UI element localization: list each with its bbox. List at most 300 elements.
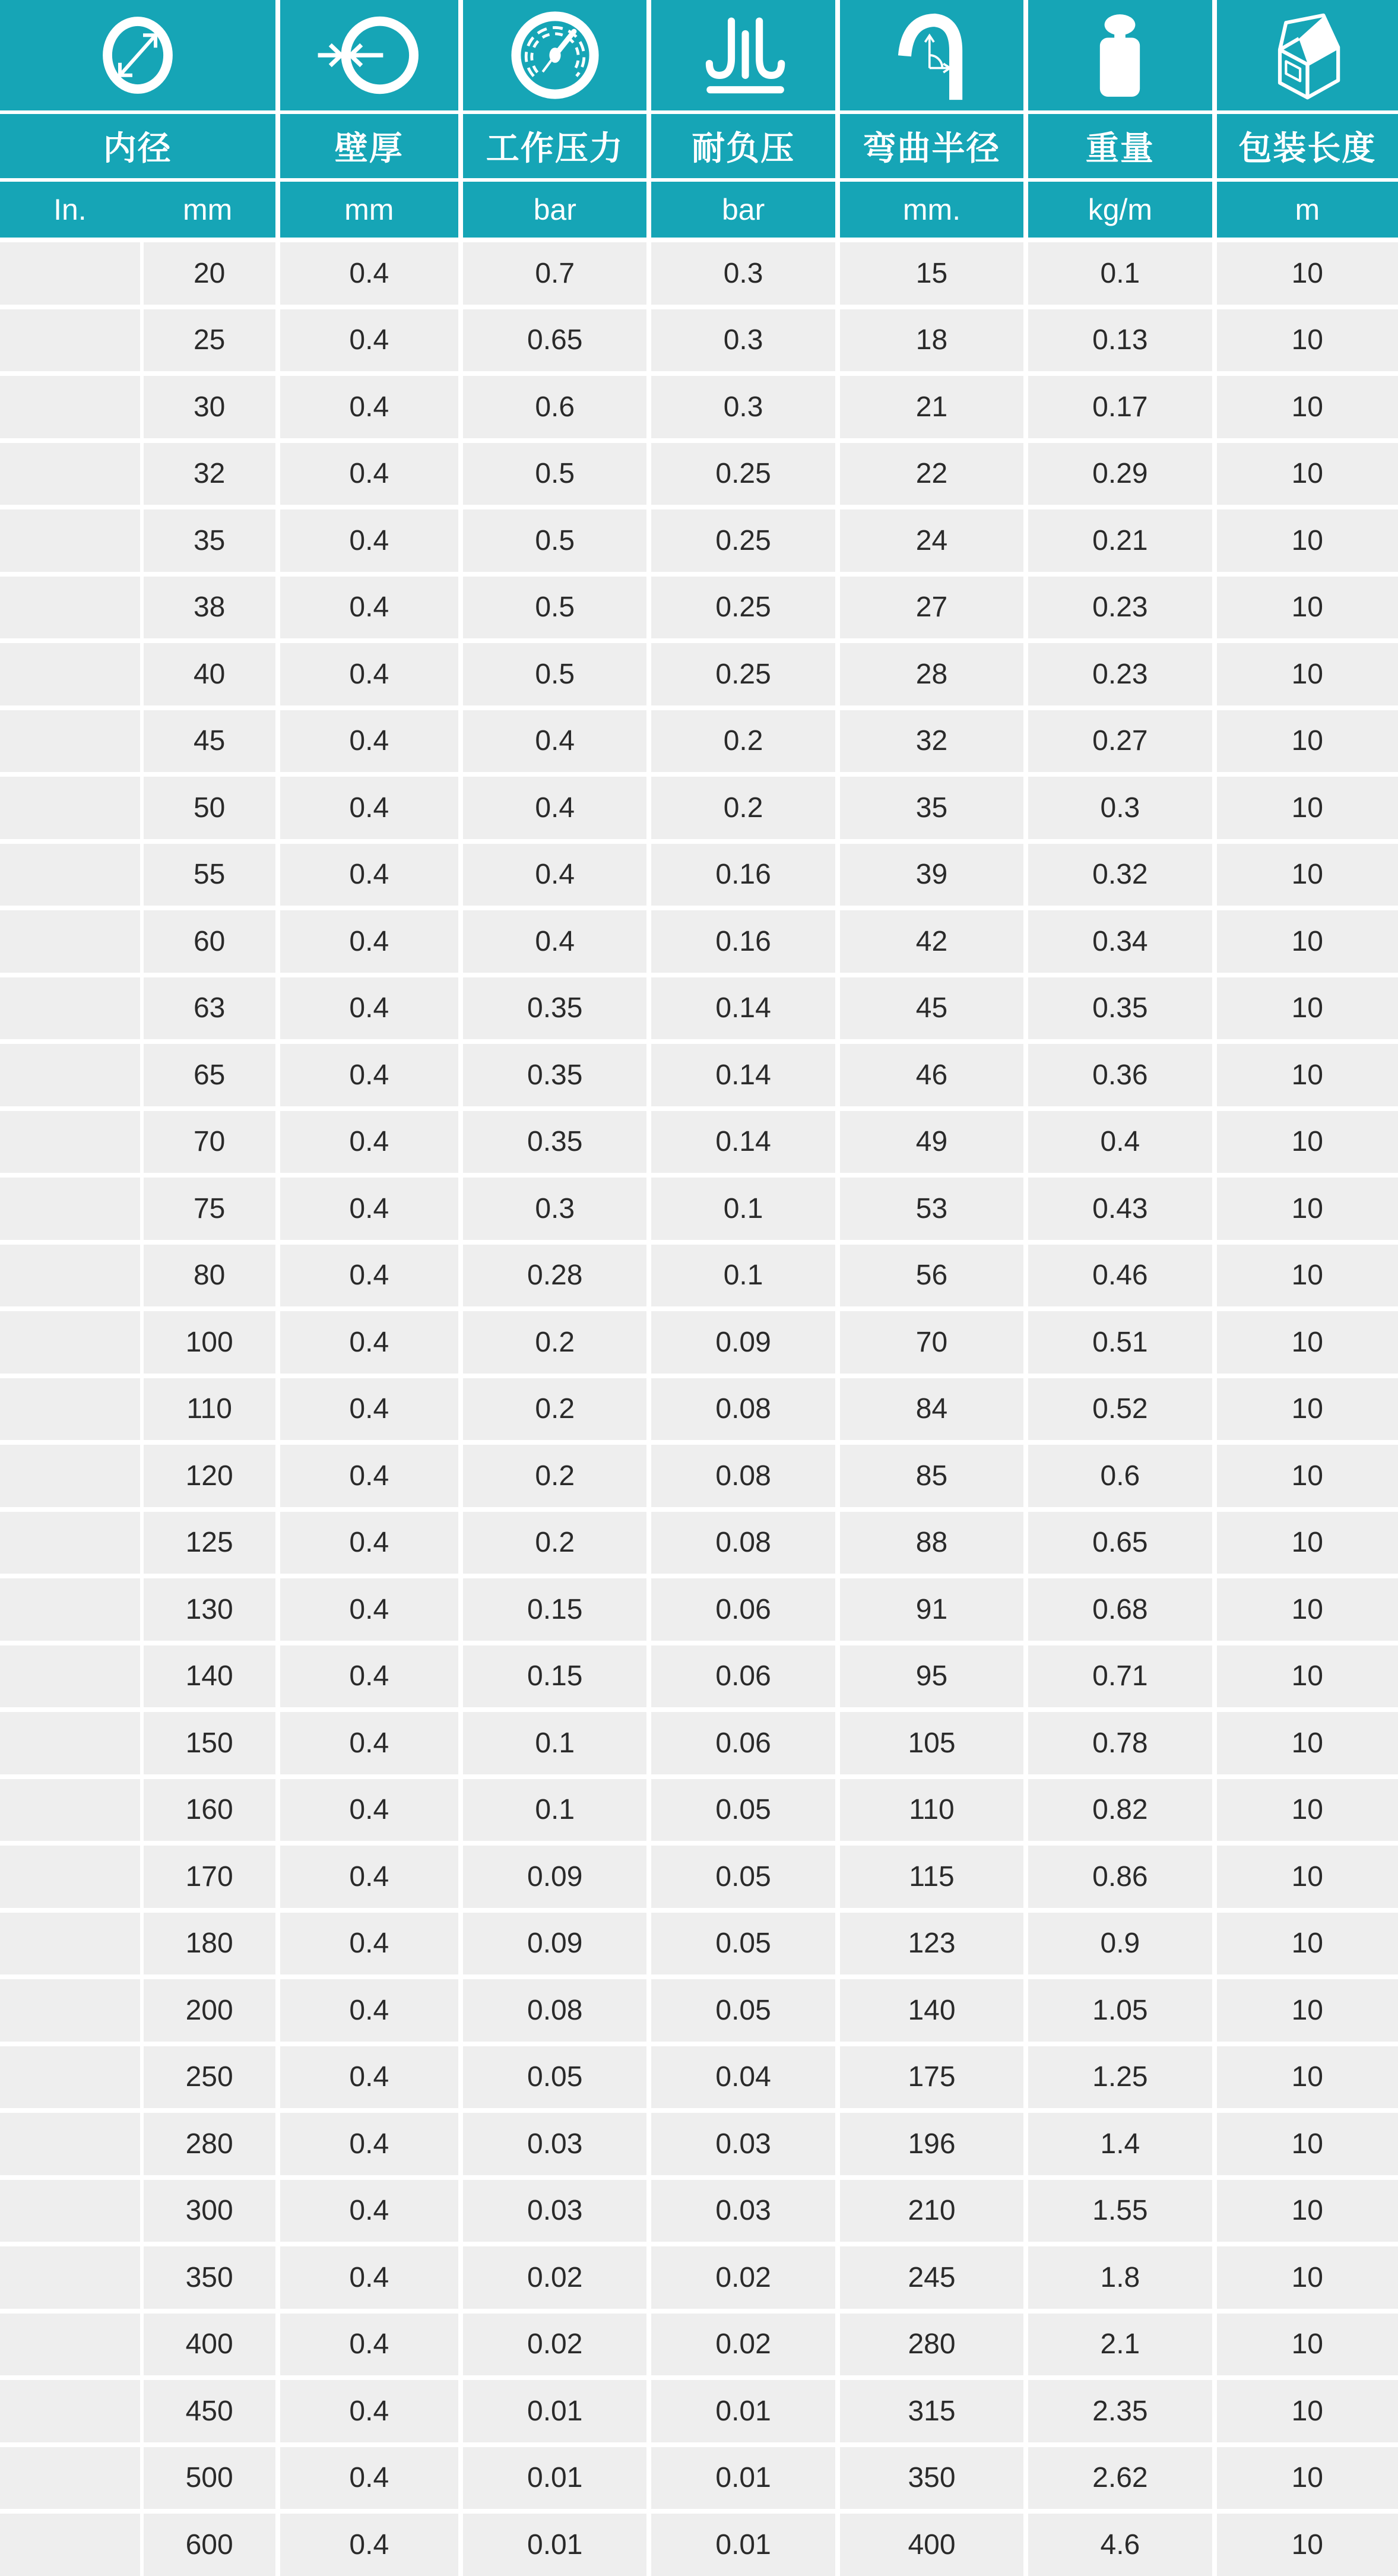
header-icon-row xyxy=(0,0,1398,110)
package-length-value: 10 xyxy=(1217,1044,1398,1106)
inner-diameter-cell xyxy=(0,2180,275,2242)
table-row xyxy=(0,1846,1398,1908)
inner-diameter-mm-value: 120 xyxy=(144,1445,275,1507)
vacuum-value: 0.01 xyxy=(651,2380,835,2442)
inner-diameter-cell xyxy=(0,1044,275,1106)
vacuum-value: 0.1 xyxy=(651,1245,835,1307)
inner-diameter-in-value xyxy=(0,977,140,1040)
weight-value: 0.52 xyxy=(1028,1378,1212,1441)
package-length-value: 10 xyxy=(1217,2046,1398,2109)
bend-radius-value: 105 xyxy=(840,1712,1023,1774)
inner-diameter-in-value xyxy=(0,1311,140,1374)
working-pressure-value: 0.5 xyxy=(463,509,646,572)
bend-radius-value: 91 xyxy=(840,1578,1023,1641)
wall-thickness-value: 0.4 xyxy=(280,643,458,705)
inner-diameter-cell xyxy=(0,710,275,773)
wall-thickness-value: 0.4 xyxy=(280,1512,458,1574)
package-length-value: 10 xyxy=(1217,1512,1398,1574)
vacuum-value: 0.3 xyxy=(651,242,835,305)
package-length-value: 10 xyxy=(1217,1712,1398,1774)
vacuum-value: 0.01 xyxy=(651,2514,835,2576)
unit-wall-thickness: mm xyxy=(280,182,458,238)
bend-radius-value: 245 xyxy=(840,2246,1023,2309)
package-length-value: 10 xyxy=(1217,643,1398,705)
table-row xyxy=(0,1645,1398,1708)
table-row xyxy=(0,844,1398,906)
working-pressure-value: 0.6 xyxy=(463,376,646,438)
wall-thickness-value: 0.4 xyxy=(280,443,458,505)
table-row xyxy=(0,1578,1398,1641)
wall-thickness-value: 0.4 xyxy=(280,309,458,372)
working-pressure-value: 0.1 xyxy=(463,1712,646,1774)
vacuum-value: 0.25 xyxy=(651,443,835,505)
package-length-value: 10 xyxy=(1217,1178,1398,1240)
inner-diameter-in-value xyxy=(0,2113,140,2175)
wall-thickness-value: 0.4 xyxy=(280,1913,458,1975)
bend-radius-value: 28 xyxy=(840,643,1023,705)
table-row xyxy=(0,1111,1398,1173)
weight-value: 0.68 xyxy=(1028,1578,1212,1641)
working-pressure-value: 0.05 xyxy=(463,2046,646,2109)
working-pressure-value: 0.7 xyxy=(463,242,646,305)
table-row xyxy=(0,2514,1398,2576)
package-icon-cell xyxy=(1217,0,1398,110)
inner-diameter-mm-value: 100 xyxy=(144,1311,275,1374)
bend-radius-value: 24 xyxy=(840,509,1023,572)
inner-diameter-in-value xyxy=(0,1111,140,1173)
working-pressure-icon-cell xyxy=(463,0,646,110)
package-length-value: 10 xyxy=(1217,1245,1398,1307)
inner-diameter-cell xyxy=(0,1378,275,1441)
weight-value: 0.23 xyxy=(1028,643,1212,705)
working-pressure-value: 0.2 xyxy=(463,1512,646,1574)
package-length-value: 10 xyxy=(1217,1445,1398,1507)
inner-diameter-cell xyxy=(0,1178,275,1240)
inner-diameter-in-value xyxy=(0,443,140,505)
inner-diameter-in-value xyxy=(0,2380,140,2442)
bend-radius-value: 110 xyxy=(840,1779,1023,1841)
vacuum-value: 0.25 xyxy=(651,509,835,572)
inner-diameter-cell xyxy=(0,577,275,639)
weight-value: 1.4 xyxy=(1028,2113,1212,2175)
inner-diameter-cell xyxy=(0,1245,275,1307)
weight-value: 0.9 xyxy=(1028,1913,1212,1975)
weight-value: 4.6 xyxy=(1028,2514,1212,2576)
bend-radius-value: 53 xyxy=(840,1178,1023,1240)
wall-thickness-value: 0.4 xyxy=(280,1044,458,1106)
wall-thickness-value: 0.4 xyxy=(280,1645,458,1708)
inner-diameter-in-value xyxy=(0,1846,140,1908)
package-length-value: 10 xyxy=(1217,844,1398,906)
table-row xyxy=(0,2113,1398,2175)
inner-diameter-cell xyxy=(0,1979,275,2042)
package-icon xyxy=(1261,8,1353,103)
package-length-value: 10 xyxy=(1217,309,1398,372)
bend-radius-value: 27 xyxy=(840,577,1023,639)
wall-thickness-value: 0.4 xyxy=(280,2514,458,2576)
table-row xyxy=(0,1044,1398,1106)
wall-thickness-value: 0.4 xyxy=(280,710,458,773)
working-pressure-value: 0.5 xyxy=(463,643,646,705)
inner-diameter-cell xyxy=(0,2447,275,2509)
bend-radius-value: 175 xyxy=(840,2046,1023,2109)
table-row xyxy=(0,910,1398,973)
wall-thickness-value: 0.4 xyxy=(280,509,458,572)
wall-thickness-value: 0.4 xyxy=(280,1311,458,1374)
weight-value: 0.46 xyxy=(1028,1245,1212,1307)
table-row xyxy=(0,376,1398,438)
vacuum-value: 0.25 xyxy=(651,643,835,705)
bend-radius-value: 42 xyxy=(840,910,1023,973)
inner-diameter-cell xyxy=(0,1578,275,1641)
wall-thickness-value: 0.4 xyxy=(280,1178,458,1240)
working-pressure-value: 0.2 xyxy=(463,1445,646,1507)
inner-diameter-mm-value: 60 xyxy=(144,910,275,973)
working-pressure-value: 0.3 xyxy=(463,1178,646,1240)
inner-diameter-in-value xyxy=(0,710,140,773)
package-length-value: 10 xyxy=(1217,2180,1398,2242)
vacuum-icon-cell xyxy=(651,0,835,110)
inner-diameter-cell xyxy=(0,1645,275,1708)
vacuum-value: 0.08 xyxy=(651,1445,835,1507)
inner-diameter-cell xyxy=(0,1712,275,1774)
table-row xyxy=(0,1445,1398,1507)
weight-value: 0.4 xyxy=(1028,1111,1212,1173)
inner-diameter-cell xyxy=(0,977,275,1040)
weight-value: 1.25 xyxy=(1028,2046,1212,2109)
package-length-value: 10 xyxy=(1217,1913,1398,1975)
bend-radius-value: 18 xyxy=(840,309,1023,372)
vacuum-value: 0.3 xyxy=(651,376,835,438)
weight-value: 0.65 xyxy=(1028,1512,1212,1574)
wall-thickness-value: 0.4 xyxy=(280,2180,458,2242)
inner-diameter-in-value xyxy=(0,844,140,906)
unit-bend-radius: mm. xyxy=(840,182,1023,238)
inner-diameter-mm-value: 180 xyxy=(144,1913,275,1975)
inner-diameter-mm-value: 30 xyxy=(144,376,275,438)
inner-diameter-cell xyxy=(0,242,275,305)
bend-radius-value: 280 xyxy=(840,2314,1023,2376)
vacuum-value: 0.02 xyxy=(651,2246,835,2309)
bend-radius-value: 49 xyxy=(840,1111,1023,1173)
inner-diameter-mm-value: 63 xyxy=(144,977,275,1040)
vacuum-value: 0.06 xyxy=(651,1645,835,1708)
working-pressure-value: 0.15 xyxy=(463,1578,646,1641)
vacuum-value: 0.1 xyxy=(651,1178,835,1240)
inner-diameter-cell xyxy=(0,1512,275,1574)
bend-radius-value: 115 xyxy=(840,1846,1023,1908)
weight-value: 2.62 xyxy=(1028,2447,1212,2509)
inner-diameter-mm-value: 45 xyxy=(144,710,275,773)
wall-thickness-value: 0.4 xyxy=(280,1378,458,1441)
header-name-row xyxy=(0,114,1398,178)
table-row xyxy=(0,2180,1398,2242)
bend-radius-value: 123 xyxy=(840,1913,1023,1975)
package-length-value: 10 xyxy=(1217,1645,1398,1708)
inner-diameter-in-value xyxy=(0,1645,140,1708)
bend-radius-value: 140 xyxy=(840,1979,1023,2042)
package-length-value: 10 xyxy=(1217,1111,1398,1173)
working-pressure-value: 0.5 xyxy=(463,577,646,639)
working-pressure-value: 0.02 xyxy=(463,2314,646,2376)
inner-diameter-in-value xyxy=(0,2246,140,2309)
package-length-value: 10 xyxy=(1217,1311,1398,1374)
inner-diameter-in-value xyxy=(0,2447,140,2509)
package-length-value: 10 xyxy=(1217,376,1398,438)
table-row xyxy=(0,1245,1398,1307)
working-pressure-value: 0.08 xyxy=(463,1979,646,2042)
inner-diameter-in-value xyxy=(0,2046,140,2109)
table-row xyxy=(0,1512,1398,1574)
inner-diameter-in-value xyxy=(0,1044,140,1106)
bend-radius-value: 350 xyxy=(840,2447,1023,2509)
diameter-icon xyxy=(93,8,182,103)
weight-value: 1.05 xyxy=(1028,1979,1212,2042)
vacuum-value: 0.2 xyxy=(651,777,835,839)
package-length-value: 10 xyxy=(1217,2113,1398,2175)
col-name-weight: 重量 xyxy=(1028,114,1212,178)
weight-icon-cell xyxy=(1028,0,1212,110)
inner-diameter-cell xyxy=(0,2514,275,2576)
inner-diameter-cell xyxy=(0,309,275,372)
weight-value: 1.55 xyxy=(1028,2180,1212,2242)
wall-thickness-value: 0.4 xyxy=(280,577,458,639)
bend-radius-value: 46 xyxy=(840,1044,1023,1106)
inner-diameter-in-value xyxy=(0,376,140,438)
vacuum-value: 0.25 xyxy=(651,577,835,639)
wall-thickness-value: 0.4 xyxy=(280,1712,458,1774)
inner-diameter-in-value xyxy=(0,2180,140,2242)
inner-diameter-cell xyxy=(0,777,275,839)
wall-thickness-value: 0.4 xyxy=(280,2380,458,2442)
wall-thickness-value: 0.4 xyxy=(280,2046,458,2109)
inner-diameter-mm-value: 500 xyxy=(144,2447,275,2509)
inner-diameter-in-value xyxy=(0,1913,140,1975)
inner-diameter-mm-value: 300 xyxy=(144,2180,275,2242)
inner-diameter-in-value xyxy=(0,1445,140,1507)
vacuum-value: 0.05 xyxy=(651,1779,835,1841)
vacuum-value: 0.04 xyxy=(651,2046,835,2109)
inner-diameter-mm-value: 75 xyxy=(144,1178,275,1240)
wall-thickness-value: 0.4 xyxy=(280,1445,458,1507)
table-row xyxy=(0,710,1398,773)
working-pressure-value: 0.2 xyxy=(463,1311,646,1374)
inner-diameter-mm-value: 20 xyxy=(144,242,275,305)
weight-value: 0.36 xyxy=(1028,1044,1212,1106)
table-row xyxy=(0,242,1398,305)
inner-diameter-in-value xyxy=(0,1512,140,1574)
package-length-value: 10 xyxy=(1217,242,1398,305)
inner-diameter-mm-value: 400 xyxy=(144,2314,275,2376)
working-pressure-value: 0.03 xyxy=(463,2113,646,2175)
vacuum-value: 0.02 xyxy=(651,2314,835,2376)
unit-package-length: m xyxy=(1217,182,1398,238)
wall-thickness-value: 0.4 xyxy=(280,1578,458,1641)
unit-inner-diameter-in: In. xyxy=(53,193,87,226)
vacuum-value: 0.03 xyxy=(651,2180,835,2242)
inner-diameter-cell xyxy=(0,509,275,572)
vacuum-value: 0.01 xyxy=(651,2447,835,2509)
vacuum-value: 0.08 xyxy=(651,1512,835,1574)
vacuum-value: 0.14 xyxy=(651,1044,835,1106)
unit-working-pressure: bar xyxy=(463,182,646,238)
bend-radius-value: 32 xyxy=(840,710,1023,773)
weight-value: 0.86 xyxy=(1028,1846,1212,1908)
table-row xyxy=(0,2314,1398,2376)
weight-value: 0.78 xyxy=(1028,1712,1212,1774)
unit-inner-diameter-mm: mm xyxy=(183,193,233,226)
wall-thickness-value: 0.4 xyxy=(280,376,458,438)
vacuum-value: 0.16 xyxy=(651,910,835,973)
bend-radius-value: 88 xyxy=(840,1512,1023,1574)
inner-diameter-in-value xyxy=(0,242,140,305)
vacuum-value: 0.2 xyxy=(651,710,835,773)
working-pressure-value: 0.4 xyxy=(463,777,646,839)
bend-radius-icon xyxy=(895,8,969,103)
table-row xyxy=(0,1913,1398,1975)
bend-radius-value: 85 xyxy=(840,1445,1023,1507)
wall-thickness-value: 0.4 xyxy=(280,1846,458,1908)
vacuum-value: 0.08 xyxy=(651,1378,835,1441)
package-length-value: 10 xyxy=(1217,777,1398,839)
table-row xyxy=(0,509,1398,572)
package-length-value: 10 xyxy=(1217,2514,1398,2576)
package-length-value: 10 xyxy=(1217,977,1398,1040)
inner-diameter-mm-value: 280 xyxy=(144,2113,275,2175)
inner-diameter-in-value xyxy=(0,1245,140,1307)
wall-thickness-icon xyxy=(317,8,421,103)
unit-vacuum: bar xyxy=(651,182,835,238)
bend-radius-value: 196 xyxy=(840,2113,1023,2175)
package-length-value: 10 xyxy=(1217,1846,1398,1908)
package-length-value: 10 xyxy=(1217,2246,1398,2309)
working-pressure-value: 0.09 xyxy=(463,1913,646,1975)
inner-diameter-mm-value: 50 xyxy=(144,777,275,839)
inner-diameter-in-value xyxy=(0,509,140,572)
package-length-value: 10 xyxy=(1217,2314,1398,2376)
inner-diameter-in-value xyxy=(0,1378,140,1441)
col-name-bend-radius: 弯曲半径 xyxy=(840,114,1023,178)
inner-diameter-mm-value: 35 xyxy=(144,509,275,572)
bend-radius-value: 84 xyxy=(840,1378,1023,1441)
bend-radius-value: 15 xyxy=(840,242,1023,305)
unit-weight: kg/m xyxy=(1028,182,1212,238)
bend-radius-value: 21 xyxy=(840,376,1023,438)
weight-value: 0.23 xyxy=(1028,577,1212,639)
table-row xyxy=(0,309,1398,372)
working-pressure-value: 0.28 xyxy=(463,1245,646,1307)
wall-thickness-value: 0.4 xyxy=(280,2246,458,2309)
inner-diameter-cell xyxy=(0,2380,275,2442)
working-pressure-value: 0.01 xyxy=(463,2380,646,2442)
col-name-wall-thickness: 壁厚 xyxy=(280,114,458,178)
weight-value: 0.43 xyxy=(1028,1178,1212,1240)
table-row xyxy=(0,1378,1398,1441)
wall-thickness-value: 0.4 xyxy=(280,2447,458,2509)
working-pressure-value: 0.03 xyxy=(463,2180,646,2242)
inner-diameter-mm-value: 350 xyxy=(144,2246,275,2309)
table-row xyxy=(0,777,1398,839)
working-pressure-value: 0.01 xyxy=(463,2514,646,2576)
weight-value: 0.71 xyxy=(1028,1645,1212,1708)
inner-diameter-mm-value: 38 xyxy=(144,577,275,639)
working-pressure-value: 0.35 xyxy=(463,1044,646,1106)
weight-value: 0.3 xyxy=(1028,777,1212,839)
weight-value: 0.21 xyxy=(1028,509,1212,572)
table-row xyxy=(0,2380,1398,2442)
package-length-value: 10 xyxy=(1217,1378,1398,1441)
working-pressure-value: 0.09 xyxy=(463,1846,646,1908)
package-length-value: 10 xyxy=(1217,509,1398,572)
inner-diameter-cell xyxy=(0,1445,275,1507)
weight-value: 2.35 xyxy=(1028,2380,1212,2442)
inner-diameter-cell xyxy=(0,1913,275,1975)
table-row xyxy=(0,643,1398,705)
table-row xyxy=(0,1779,1398,1841)
header-unit-row xyxy=(0,182,1398,238)
inner-diameter-mm-value: 250 xyxy=(144,2046,275,2109)
inner-diameter-cell xyxy=(0,643,275,705)
weight-value: 0.6 xyxy=(1028,1445,1212,1507)
inner-diameter-cell xyxy=(0,1779,275,1841)
vacuum-value: 0.3 xyxy=(651,309,835,372)
inner-diameter-mm-value: 55 xyxy=(144,844,275,906)
inner-diameter-cell xyxy=(0,2246,275,2309)
inner-diameter-mm-value: 110 xyxy=(144,1378,275,1441)
inner-diameter-mm-value: 200 xyxy=(144,1979,275,2042)
weight-value: 0.51 xyxy=(1028,1311,1212,1374)
col-name-vacuum: 耐负压 xyxy=(651,114,835,178)
weight-value: 0.35 xyxy=(1028,977,1212,1040)
weight-value: 0.82 xyxy=(1028,1779,1212,1841)
vacuum-icon xyxy=(699,16,788,94)
vacuum-value: 0.05 xyxy=(651,1979,835,2042)
working-pressure-value: 0.1 xyxy=(463,1779,646,1841)
package-length-value: 10 xyxy=(1217,2380,1398,2442)
bend-radius-value: 210 xyxy=(840,2180,1023,2242)
bend-radius-value: 56 xyxy=(840,1245,1023,1307)
inner-diameter-mm-value: 150 xyxy=(144,1712,275,1774)
inner-diameter-in-value xyxy=(0,2514,140,2576)
weight-value: 1.8 xyxy=(1028,2246,1212,2309)
inner-diameter-mm-value: 140 xyxy=(144,1645,275,1708)
inner-diameter-mm-value: 125 xyxy=(144,1512,275,1574)
inner-diameter-cell xyxy=(0,910,275,973)
bend-radius-value: 315 xyxy=(840,2380,1023,2442)
working-pressure-value: 0.35 xyxy=(463,1111,646,1173)
vacuum-value: 0.09 xyxy=(651,1311,835,1374)
inner-diameter-mm-value: 170 xyxy=(144,1846,275,1908)
weight-icon xyxy=(1089,12,1151,99)
inner-diameter-mm-value: 25 xyxy=(144,309,275,372)
table-row xyxy=(0,1712,1398,1774)
inner-diameter-in-value xyxy=(0,1712,140,1774)
working-pressure-value: 0.35 xyxy=(463,977,646,1040)
vacuum-value: 0.16 xyxy=(651,844,835,906)
inner-diameter-cell xyxy=(0,376,275,438)
inner-diameter-cell xyxy=(0,2046,275,2109)
weight-value: 0.29 xyxy=(1028,443,1212,505)
inner-diameter-cell xyxy=(0,443,275,505)
package-length-value: 10 xyxy=(1217,2447,1398,2509)
vacuum-value: 0.14 xyxy=(651,1111,835,1173)
vacuum-value: 0.06 xyxy=(651,1712,835,1774)
table-row xyxy=(0,443,1398,505)
pressure-gauge-icon xyxy=(508,8,603,103)
working-pressure-value: 0.5 xyxy=(463,443,646,505)
table-row xyxy=(0,1979,1398,2042)
bend-radius-value: 400 xyxy=(840,2514,1023,2576)
